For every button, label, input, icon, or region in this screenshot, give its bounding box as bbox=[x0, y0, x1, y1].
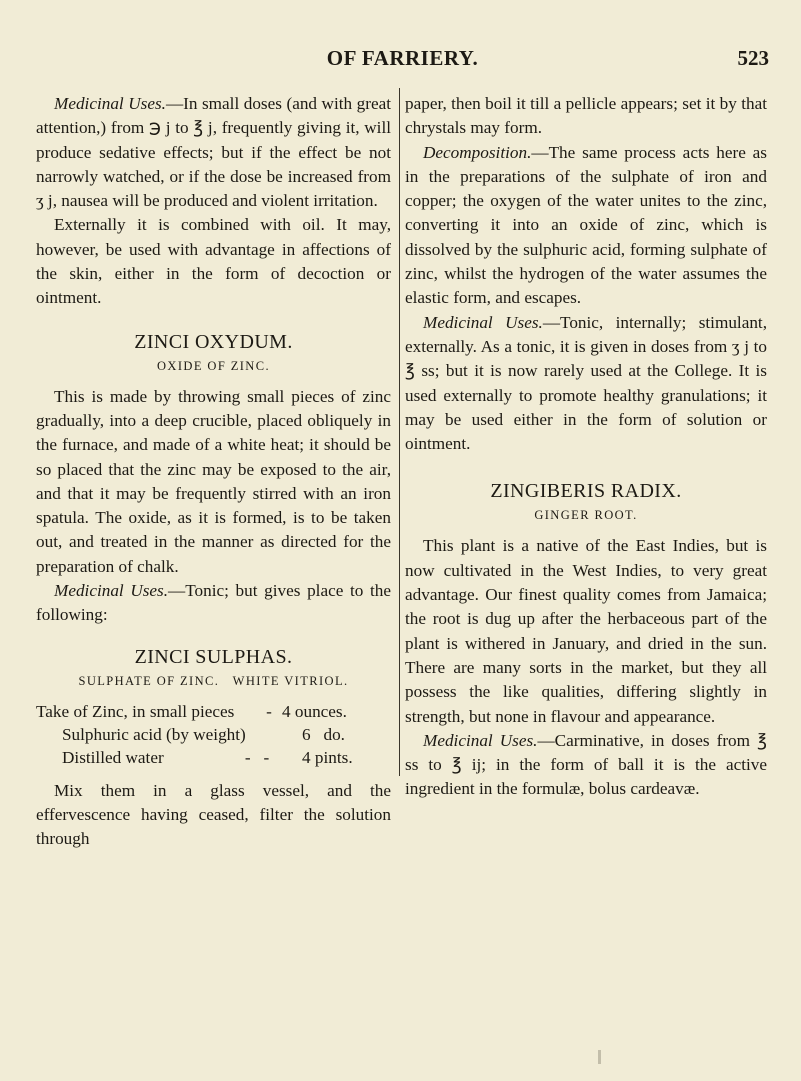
preparation-paragraph: This is made by throwing small pieces of zinc gradually, into a deep crucible, placed obliquely in the furnace, and made of a white heat; it should be so placed that the zinc may be exposed to the air, and that it may be frequently stirred with an iron spatula. The oxide, as it is formed, is to be taken out, and treated in the manner as directed for the preparation of chalk. bbox=[36, 386, 391, 576]
recipe-item: Distilled water bbox=[62, 747, 164, 767]
paragraph-text: —The same process acts here as in the preparations of the sulphate of iron and copper; the oxygen of the water unites to the zinc, converting it into an oxide of zinc, which is dissolved by the sulphuric acid, forming sulphate of zinc, whilst the hydrogen of the water assumes the elastic form, and escapes. bbox=[405, 142, 767, 308]
mix-paragraph: Mix them in a glass vessel, and the effervescence having ceased, filter the solution through bbox=[36, 780, 391, 849]
page-number: 523 bbox=[737, 46, 769, 70]
section-subheading-ginger-root: GINGER ROOT. bbox=[534, 508, 638, 523]
run-in-label: Medicinal Uses. bbox=[423, 730, 538, 750]
paper-mark bbox=[598, 1050, 601, 1064]
paragraph-text: —Tonic, internally; stimulant, externally. As a tonic, it is given in doses from ʒ j to ℥ ss; but it is now rarely used at the College. It is used externally to promote healthy granulations; it may be used either in the form of solution or ointment. bbox=[405, 312, 767, 454]
recipe-row bbox=[36, 723, 391, 746]
paragraph-text: —Carminative, in doses from ℥ ss to ℥ ij; in the form of ball it is the active ingredient in the formulæ, bolus cardeavæ. bbox=[405, 730, 767, 799]
recipe-item: Take of Zinc, in small pieces bbox=[36, 701, 235, 721]
section-heading-zinci-sulphas: ZINCI SULPHAS. bbox=[134, 645, 293, 668]
section-heading-zinci-oxydum: ZINCI OXYDUM. bbox=[134, 330, 293, 353]
paragraph-text: —Tonic; but gives place to the following: bbox=[36, 581, 391, 625]
recipe-dash: - bbox=[266, 701, 272, 721]
paragraph-text: —In small doses (and with great attention,) from ℈ j to ℥ j, frequently giving it, will produce sedative effects; but if the effect be not narrowly watched, or if the dose be increased from ʒ j, nausea will be produced and violent irritation. bbox=[36, 94, 391, 211]
medicinal-uses-paragraph bbox=[405, 311, 767, 457]
medicinal-uses-paragraph bbox=[36, 92, 391, 213]
run-in-label: Medicinal Uses. bbox=[54, 581, 169, 601]
recipe-quantity: 4 pints. bbox=[302, 747, 353, 767]
column-divider bbox=[399, 88, 400, 776]
recipe-list bbox=[36, 700, 391, 769]
ginger-description-paragraph: This plant is a native of the East Indies, but is now cultivated in the West Indies, to very great advantage. Our finest quality comes from Jamaica; the root is dug up after the herbaceous part of the plant is withered in January, and dried in the sun. There are many sorts in the market, but they all possess the like qualities, differing slightly in strength, but none in flavour and appearance. bbox=[405, 536, 767, 726]
recipe-dash bbox=[276, 723, 302, 746]
medicinal-uses-paragraph bbox=[36, 579, 391, 628]
recipe-quantity: 6 do. bbox=[302, 724, 345, 744]
run-in-label: Medicinal Uses. bbox=[54, 94, 166, 113]
section-heading-zingiberis-radix: ZINGIBERIS RADIX. bbox=[490, 480, 682, 503]
run-in-label: Decomposition. bbox=[423, 142, 532, 162]
medicinal-uses-paragraph bbox=[405, 729, 767, 802]
decomposition-paragraph bbox=[405, 141, 767, 311]
page-header bbox=[36, 46, 769, 76]
continued-paragraph: paper, then boil it till a pellicle appears; set it by that chrystals may form. bbox=[405, 94, 767, 138]
recipe-row bbox=[36, 746, 391, 769]
run-in-label: Medicinal Uses. bbox=[423, 312, 543, 332]
right-column bbox=[405, 92, 767, 802]
left-column bbox=[36, 92, 391, 852]
recipe-row bbox=[36, 700, 391, 723]
section-subheading-oxide-of-zinc: OXIDE OF ZINC. bbox=[157, 358, 270, 373]
externally-paragraph: Externally it is combined with oil. It may, however, be used with advantage in affections of the skin, either in the form of decoction or ointment. bbox=[36, 215, 391, 308]
recipe-dash: - - bbox=[244, 747, 270, 767]
section-subheading-sulphate-of-zinc: SULPHATE OF ZINC. WHITE VITRIOL. bbox=[78, 673, 349, 688]
recipe-quantity: 4 ounces. bbox=[282, 701, 347, 721]
recipe-item: Sulphuric acid (by weight) bbox=[62, 724, 246, 744]
running-title: OF FARRIERY. bbox=[326, 46, 479, 70]
